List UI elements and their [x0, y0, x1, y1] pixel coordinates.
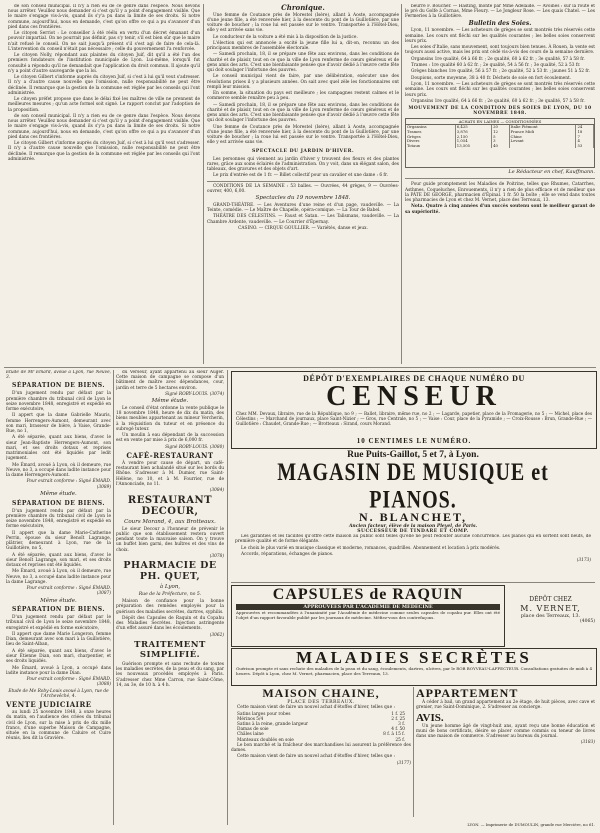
table-cell: 12: [492, 130, 509, 135]
paragraph: Le prix d'entrée est de 1 fr. — Billet collectif pour un cavalier et une dame : 6 fr.: [213, 173, 388, 179]
spectacles-title: Spectacles du 19 novembre 1848.: [255, 195, 351, 202]
signature: (3177): [396, 760, 411, 766]
notice-intro: Etude de Mr Émard, avoué à Lyon, rue Neuve, 3.: [6, 370, 111, 381]
paragraph: Grèges blanches 1re qualité, 56 à 57 fr. ; 2e qualité, 52 à 53 fr. ; jaunes 51 à 52 fr.: [411, 69, 590, 75]
paragraph: Les personnes qui viennent au jardin d'hiver y trouvent des fleurs et des plantes rares, grâce aux soins éclairés de l'administration. On y voit, dans un élégant salon, des tableaux, des gravures et des objets d'art.: [207, 156, 399, 173]
condition-table: [405, 118, 595, 168]
paragraph: Doupions, sorte moyenne, 38 à 40 fr. Déchets de soie en fort écoulement.: [411, 75, 572, 81]
paragraph: Le citoyen Gilbert s'informe auprès du citoyen Juif, si c'est à lui qu'il veut s'adresser. Il n'y a d'autre cause nouvelle que l'omission, nulle responsabilité ne peut être déclinée. Il remarque que la gestion de la commune est réglée par les conseils qui l'ont administrée.: [8, 75, 200, 96]
table-cell: 13,505: [455, 144, 491, 149]
paragraph: Trames : 1re qualité 60 à 62 fr. ; 2e qualité, 54 à 56 fr. ; 3e qualité, 52 à 53 fr.: [411, 63, 581, 69]
table-cell: 24: [576, 125, 594, 130]
paragraph: Un jeune homme âgé de vingt-huit ans, ayant reçu une bonne éducation et muni de bons certificats, désire se placer comme commis ou teneur de livres dans une maison de commerce. S'adresser au bureau du journal.: [416, 723, 595, 739]
table-cell: Chine: [509, 135, 576, 140]
ad-heading: RESTAURANT DECOUR,: [127, 495, 213, 518]
paragraph: A été séparée, quant aux biens, d'avec le sieur Benoît Lagrange, son mari, et ses droits dotaux et reprises ont été liquidés.: [6, 552, 111, 568]
column-rule: [227, 370, 228, 825]
maladies-title: MALADIES SECRÈTES: [296, 648, 532, 667]
maladies-ad: [231, 648, 597, 686]
notice-heading: SÉPARATION DE BIENS.: [11, 606, 106, 614]
signature: Pour extrait conforme : Signé ÉMARD. (3087): [26, 586, 111, 597]
paragraph: Le bon marché et la fraîcheur des marchandises lui assurent la préférence des dames.: [231, 742, 411, 754]
paragraph: beurre F. Boucher. — Hasting, monté par Mme Adélaïde. — Avoines : sur la route et le pré du Golfe à Cornas, Mme Fleury. — Le Jongleur Rose. — Les quais Chatel. — Les Fermeries à la Guillotière.: [405, 4, 595, 20]
chronique-title: Chronique.: [281, 4, 325, 12]
item-label: Châles laine: [237, 732, 264, 738]
paragraph: Le choix le plus varié en musique classique et moderne, romances, quadrilles. Abonnement et location à prix modérés.: [241, 545, 501, 551]
paragraph: Me Émard, avoué à Lyon, où il demeure, rue Neuve, no 3, a occupé dans ladite instance pour la dame Lagrange.: [6, 569, 111, 585]
redacteur-signature: Le Rédacteur en chef, Kauffmann.: [508, 169, 595, 176]
ad-subheading: Cours Morand, 4, aux Brotteaux.: [124, 519, 216, 526]
signature: (3084): [209, 488, 224, 494]
item-label: Damas de soie: [237, 727, 269, 733]
censeur-top-line: DÉPÔT D'EXEMPLAIRES DE CHAQUE NUMÉRO DU: [303, 374, 525, 383]
musique-title: MAGASIN DE MUSIQUE et PIANOS.: [277, 458, 549, 514]
item-price: 25 f.: [395, 737, 405, 743]
paragraph: Le conseil d'état ordonne la vente publique le 18 novembre 1848, heure de dix du matin, des biens meubles appartenant au mineur Vercherin, à la réquisition du tuteur et en présence du subrogé tuteur.: [116, 405, 224, 432]
table-cell: 5: [492, 135, 509, 140]
appartement-title: APPARTEMENT: [416, 687, 519, 700]
paragraph: Me Émard, avoué à Lyon, où il demeure, rue Neuve, no 3, a occupé dans ladite instance pour la dame Herrengers-Aumont.: [6, 462, 111, 479]
ad-heading: TRAITEMENT SIMPLIFIÉ.: [134, 640, 206, 660]
notice-heading: SÉPARATION DE BIENS.: [11, 382, 106, 390]
table-cell: 18: [576, 130, 594, 135]
paragraph: À vendre pour cause de départ, un café-restaurant bien achalandé situé sur les bords du Rhône. S'adresser à M. Dumier, rue Saint-Hélène, no 10, et à M. Fourrier, rue de l'Annonciade, no 11.: [116, 460, 224, 487]
musique-owner: N. BLANCHET,: [358, 510, 468, 524]
column-rule: [401, 4, 402, 364]
item-label: Satins larges pour robes: [237, 711, 291, 717]
table-cell: Trames: [406, 130, 455, 135]
paragraph: Le citoyen Gilbert s'informe auprès du citoyen Juif, si c'est à lui qu'il veut s'adresser. Il n'y a d'autre cause nouvelle que l'omission, nulle responsabilité ne peut être déclinée. Il remarque que la gestion de la commune est réglée par les conseils qui l'ont administrée.: [8, 141, 200, 162]
article-column-left: [8, 4, 200, 364]
depot-vernet: [506, 588, 595, 646]
paragraph: Lyon, 11 novembre. — Les acheteurs de grèges se sont montrés très réservés cette semaine. Les cours ont fléchi sur les qualités courantes ; les belles soies conservent leurs prix.: [405, 82, 595, 98]
item-price: 8 f. à 15 f.: [383, 732, 405, 738]
column-rule: [113, 370, 114, 825]
paragraph: D'un jugement rendu par défaut par la première chambre du tribunal civil de Lyon le seize novembre 1848, enregistré et expédié en forme exécutoire,: [6, 391, 111, 413]
paragraph: — Samedi prochain, 18, il se prépare une fête aux environs, dans les conditions de charité et de plaisir, tout en ce que la ville de Lyon renferme de cœurs généreux et de gens amis des arts. C'est une bienfaisante pensée que d'avoir dédié à l'œuvre cette fête qui doit soulager l'infortune des pauvres.: [207, 52, 399, 74]
paragraph: Cette maison vient de faire un nouvel achat d'étoffes d'hiver, telles que :: [237, 705, 395, 711]
table-cell: 2,150: [455, 135, 491, 140]
appartement-ad: [416, 687, 595, 819]
censeur-price: 10 CENTIMES LE NUMÉRO.: [356, 437, 472, 445]
signature: (3183): [580, 740, 595, 746]
item-price: 3 f.: [398, 722, 405, 727]
paragraph: En somme, la situation du pays est meilleure ; les campagnes restent calmes et le commerce semble renaître peu à peu.: [207, 91, 399, 102]
musique-address: Rue Puits-Gaillot, 5 et 7, à Lyon.: [347, 450, 479, 460]
signature: (3078): [209, 554, 224, 559]
paragraph: Pour guide promptement les Maladies de Poitrine, telles que Rhumes, Catarrhes, Asthmes, Coqueluches, Enrouements, il n'y a rien de plus efficace et de meilleur que la PÂTE DE GEORGÉ, pharmacien d'Épinal. 1 fr. 50 la boîte ; elle se vend dans toutes les pharmacies de Lyon et chez M. Vernet, place des Terreaux, 13.: [405, 182, 595, 204]
paragraph: du Verseur, ayant appartenu au sieur Auger. Cette maison de campagne se compose d'un bâtiment de maître avec dépendances, cour, jardin et terre de 5 hectares environ.: [116, 370, 224, 391]
table-cell: Levant: [509, 139, 576, 144]
table-cell: 40: [492, 144, 509, 149]
signature: (3062): [209, 632, 224, 638]
table-cell: 20: [492, 125, 509, 130]
item-label: Manteaux doublés en soie: [237, 737, 294, 743]
table-cell: Grèges: [406, 135, 455, 140]
ad-subheading: Rue de la Préfecture, no 5.: [138, 591, 202, 597]
censeur-ad: [231, 371, 597, 449]
paragraph: A été séparée, quant aux biens, d'avec le sieur Étienne Dian, son mari, charpentier, et ses droits liquidés.: [6, 648, 111, 665]
legal-notices-column-1: [6, 370, 111, 825]
paragraph: Le conseil municipal vient de faire, par une délibération, exécuter une des résolutions prises il y a plusieurs années. On sait avec quel zèle les fonctionnaires ont rempli leur mission.: [207, 74, 399, 90]
paragraph: Les garanties et les facilités qu'offre cette maison au public sont telles qu'elle ne peut redouter aucune concurrence. Les pianos qui en sortent sont neufs, de première qualité et de forme élégante.: [235, 534, 591, 545]
paragraph: Il appert que dame Marie Longeron, femme Dian, demeurant avec son mari à la Guillotière, lieu de Saint-Alban,: [6, 631, 111, 648]
maison-title: MAISON CHAINE,: [262, 687, 380, 700]
paragraph: GRAND-THÉÂTRE. — Les Aventures d'une reine et d'un page, vaudeville. — La Teinte, comédie. — Le Maître de Chapelle, opéra-comique. — La Tour de Babel.: [207, 202, 399, 213]
raquin-subtitle: APPROUVÉES PAR L'ACADÉMIE DE MÉDECINE: [236, 604, 500, 610]
paragraph: À céder à bail, un grand appartement au 2e étage, de huit pièces, avec cave et grenier, rue Saint-Dominique, 2. S'adresser au concierge.: [416, 700, 595, 711]
cours-text: CONDITIONS DE LA SEMAINE : 53 balles. — Ouvrées, 44 grèges, 9 — Ouvrées-ouvrer, 400, 6,00.: [207, 183, 399, 194]
table-row: [406, 144, 594, 149]
paragraph: Les soies d'Italie, sans mouvement, sont toujours bien tenues. À Rouen, la vente est toujours aussi active, mais les prix ont cédé vis-à-vis des cours de la semaine dernière.: [405, 45, 595, 56]
notice-subheading: Même étude.: [40, 491, 77, 497]
musique-sub: Ancien facteur, élève de la maison Pleyel, de Paris.: [348, 524, 478, 529]
censeur-title: CENSEUR: [326, 381, 502, 412]
musique-body: [231, 534, 595, 574]
paragraph: Organsins 1re qualité, 64 à 66 fr. ; 2e qualité, 60 à 62 fr. ; 3e qualité, 57 à 58 fr.: [411, 56, 585, 62]
paragraph: Le sieur Decour a l'honneur de prévenir le public que son établissement restera ouvert pendant toute la mauvaise saison. On y trouve un buffet bien garni, des huîtres et des vins de choix.: [116, 526, 224, 553]
paragraph: — Samedi prochain, 18, il se prépare une fête aux environs, dans les conditions de charité et de plaisir, tout en ce que la ville de Lyon renferme de cœurs généreux et de gens amis des arts. C'est une bienfaisante pensée que d'avoir dédié à l'œuvre cette fête qui doit soulager l'infortune des pauvres.: [207, 102, 399, 124]
paragraph: Il appert que la dame Marie-Catherine Perrin, épouse du sieur Benoît Lagrange, plâtrier, demeurant à Lyon, rue de la Guillotière, no 5,: [6, 530, 111, 552]
paragraph: Me Émard, avoué à Lyon, a occupé dans ladite instance pour la dame Dian.: [6, 665, 111, 676]
paragraph: Une femme de Coutance près de Morestel (Isère), allant à Aoste, accompagnée d'une jeune fille, a été renversée hier, à la descente du pont de la Guillotière, par une voiture de boucher ; la roue lui est passée sur le ventre. Transportée à l'Hôtel-Dieu, elle y est arrivée sans vie.: [207, 124, 399, 146]
paragraph: de son conseil municipal. Il n'y a rien eu de ce genre dans l'espèce. Nous devons nous arrêter. Veuillez nous demander si c'est qu'il y a point d'engagement visible. Que le maire s'engage vis-à-vis, quand ils s'y'a pu dans la limite de ses droits. Si notre commune, aujourd'hui, nous en demande, c'est qu'on offre ce qui a pu s'avancer d'un pied dans ces frontières.: [8, 4, 200, 30]
condition-table-body: [406, 125, 594, 148]
legal-notices-column-2: [116, 370, 224, 825]
paragraph: D'un jugement rendu par défaut par le tribunal civil de Lyon le seize novembre 1848, enregistré et expédié en forme exécutoire,: [6, 615, 111, 631]
notice-subheading: Même étude.: [40, 597, 77, 604]
signature: Signé ROBY-LOUIS. (3080): [165, 444, 224, 450]
paragraph: Nota. Quatre à cinq années d'un succès soutenu sont le meilleur garant de sa supériorité.: [405, 204, 595, 215]
depot-name: M. VERNET,: [520, 604, 581, 613]
table-caption: ACHATS EN LAINES — CONDITIONNÉES: [406, 119, 594, 125]
ad-subheading: à Lyon,: [159, 584, 181, 591]
table-cell: Organsins: [406, 125, 455, 130]
paragraph: Un moulin à eau dépendant de la succession est en vente par mise à prix de 6,000 fr.: [116, 433, 224, 444]
table-cell: Totaux: [406, 144, 455, 149]
table-title: MOUVEMENT DE LA CONDITION DES SOIES DE LYON, DU 10 NOVEMBRE 1848.: [408, 106, 592, 117]
paragraph: Le citoyen Serriot : Le conseiller à été réélu en vertu d'un décret émanant d'un pouvoir impartial. On ne pourrait pas définir, pas s'y tenir, s'il est bien sûr que le maire n'ait refusé le conseil. On ne sait jusqu'à présent s'il s'est agi de faire de cela-là. L'intervention du conseil n'était pas nécessaire ; celle du gouvernement l'a renforcée.: [8, 31, 200, 52]
item-price: 4 f. 50: [391, 727, 405, 733]
notice-heading: VENTE JUDICIAIRE: [6, 700, 92, 710]
section-rule: [4, 367, 596, 368]
table-cell: [509, 144, 576, 149]
paragraph: Le conducteur de la voiture a été mis à la disposition de la justice.: [213, 34, 358, 40]
table-cell: 1,054: [455, 139, 491, 144]
paragraph: THÉÂTRE DES CÉLESTINS. — Faust et Satan. — Les Talismans, vaudeville. — La Chambre Ardente, vaudeville. — Le Courrier d'Épernay.: [207, 214, 399, 225]
notice-subheading: Même étude.: [151, 398, 189, 405]
paragraph: Organsins 1re qualité, 64 à 66 fr. ; 2e qualité, 60 à 62 fr. ; 3e qualité, 57 à 58 fr.: [411, 99, 585, 105]
paragraph: Accords, réparations, échanges de pianos.: [241, 551, 334, 557]
paragraph: Le citoyen préfet propose que dans le délai fixé les maîtres de ville ne prennent de meilleures mesures ; qu'un acte formel soit signé. Le rapport conclut par l'adoption de la proposition.: [8, 97, 200, 113]
signature: Signé ROBY-LOUIS. (3074): [165, 392, 224, 397]
section-heading: SPECTACLE DU JARDIN D'HIVER.: [251, 148, 355, 154]
paragraph: au lundi 25 novembre 1848, à onze heures du matin, en l'audience des criées du tribunal civil de Lyon, sur la mise à prix de dix mille francs, d'une superbe Maison de Campagne, située en la commune de Caluire et Cuire réunis, lieu dit la Gravière.: [6, 710, 111, 742]
depot-address: place des Terreaux, 13.: [520, 613, 581, 619]
paragraph: A été séparée, quant aux biens, d'avec le sieur Jean-Baptiste Herrengers-Aumont, son mari, et ses droits dotaux et reprises matrimoniales ont été liquidés par ledit jugement.: [6, 435, 111, 462]
imprint-footer: LYON. — Imprimerie de DUMOULIN, grande rue Mercière, no 61.: [467, 822, 595, 827]
column-rule: [203, 4, 204, 364]
paragraph: de son conseil municipal. Il n'y a rien eu de ce genre dans l'espèce. Nous devons nous arrêter. Veuillez nous demander si c'est qu'il y a point d'engagement visible. Que le maire s'engage vis-à-vis, quand ils s'y'a pu dans la limite de ses droits. Si notre commune, aujourd'hui, nous en demande, c'est qu'on offre ce qui a pu s'avancer d'un pied dans ces frontières.: [8, 114, 200, 140]
avis-title: AVIS.: [416, 711, 444, 724]
paragraph: Cette maison vient de faire un nouvel achat d'étoffes d'hiver, telles que :: [237, 754, 395, 760]
item-price: 1 f. 25: [391, 711, 405, 717]
chronique-column: [207, 4, 399, 364]
ad-heading: PHARMACIE DE PH. QUET,: [123, 560, 217, 582]
item-price: 2 f. 25: [391, 716, 405, 722]
paragraph: Guérison prompte et sans rechute de toutes les maladies secrètes, de la peau et du sang, par les nouveaux procédés employés à Paris. S'adresser chez Mme Carron, rue Saint-Côme, 14, au 3e, de 10 h. à 4 h.: [116, 662, 224, 688]
bulletin-title: Bulletin des Soies.: [468, 19, 532, 27]
musique-sub2: SUCCESSEUR DE TINDARE ET COMP.: [357, 529, 469, 534]
censeur-body: Chez MM. Devaux, libraire, rue de la République, no 9 ; — Ballet, libraire, même rue, no 2 ; — Lagarde, papetier, place de la Fromagerie, no 5 ; — Michel, place des Célestins ; — Marchand de journaux, place Saint-Nizier ; — Gros, rue Centrale, no 5 ; — Vaise : Cour, place de la Pyramide ; — Croix-Rousse : Brun, Grande-Rue ; — Guillotière : Chaudet, Grande-Rue ; — Brotteaux : Sirand, cours Morand.: [236, 411, 592, 426]
signature: (4065): [580, 619, 595, 625]
bulletin-column: [405, 4, 595, 364]
item-label: Satins à la reine, grande largeur: [237, 722, 309, 727]
maladies-body: Guérison prompte et sans rechute des maladies de la peau et du sang, écoulements, dartres, ulcères, par le ROB BOYVEAU-LAFFECTEUR. Consultations gratuites de midi à 4 heures. Dépôt à Lyon, chez M. Vernet, pharmacien, place des Terreaux, 13.: [236, 667, 592, 676]
depot-title: DÉPÔT CHEZ: [529, 596, 572, 603]
notice-intro: Etude de Me Roby-Louis avoué à Lyon, rue de l'Archevêché, 4.: [8, 688, 109, 699]
raquin-title: CAPSULES de RAQUIN: [272, 586, 464, 603]
table-cell: 3,876: [455, 130, 491, 135]
paragraph: Dépôt des Capsules de Raquin et du Copahu des Maladies Secrètes. Injection astringente d'un effet assuré dans les écoulements.: [116, 616, 224, 632]
table-cell: 4: [576, 139, 594, 144]
paragraph: Le citoyen Nolly, répondant aux plaintes du citoyen Juif, dit qu'il a été l'un des premiers fondateurs de l'institution municipale de Lyon. Lui-même, lorsqu'il fut consulté a répondu qu'il ne demandait que l'application du droit commun. Il ajoute qu'il n'y a point d'autre sauvegarde que la loi.: [8, 53, 200, 74]
musique-ad: [231, 450, 595, 583]
notice-heading: SÉPARATION DE BIENS.: [11, 499, 106, 507]
signature: Pour extrait conforme : Signé ÉMARD. (3089): [26, 479, 111, 490]
paragraph: L'élection qui est annoncée a excité la jeune fille lui a, dit-on, reconnu un des principaux membres de l'assemblée électorale.: [207, 40, 399, 52]
signature: Pour extrait conforme : Signé ÉMARD. (3088): [26, 677, 111, 688]
table-cell: 53: [576, 144, 594, 149]
paragraph: Lyon, 11 novembre. — Les acheteurs de grèges se sont montrés très réservés cette semaine. Les cours ont fléchi sur les qualités courantes ; les belles soies conservent leurs prix.: [405, 28, 595, 44]
paragraph: D'un jugement rendu par défaut par la première chambre du tribunal civil de Lyon le seize novembre 1848, enregistré et expédié en forme exécutoire,: [6, 508, 111, 530]
maison-chaine-ad: [231, 687, 411, 819]
paragraph: Une femme de Coutance près de Morestel (Isère), allant à Aoste, accompagnée d'une jeune fille, a été renversée hier, à la descente du pont de la Guillotière, par une voiture de boucher ; la roue lui est passée sur le ventre. Transportée à l'Hôtel-Dieu, elle y est arrivée sans vie.: [207, 12, 399, 34]
table-cell: France Midi: [509, 130, 576, 135]
column-rule: [413, 687, 414, 817]
item-label: Mérinos 5/4: [237, 716, 264, 722]
signature: (3173): [576, 558, 591, 564]
table-cell: 7: [576, 135, 594, 140]
paragraph: Maison de confiance pour la bonne préparation des remèdes employés pour la guérison des maladies secrètes, dartres, syphilis.: [116, 599, 224, 615]
table-cell: Divers: [406, 139, 455, 144]
table-cell: Italie Piémont: [509, 125, 576, 130]
paragraph: Il appert que la dame Gabrielle Mauris, femme Herrengers-Aumont, demeurant avec son mari, brasseur de bière, à Vaise, Grande-Rue, no 1,: [6, 413, 111, 435]
ad-heading: CAFÉ-RESTAURANT: [126, 450, 214, 460]
maison-price-list: [231, 712, 411, 743]
paragraph: CASINO. — CIRQUE GOULLIER. — Variétés, danse et jeux.: [238, 225, 368, 231]
maison-sub: PLACE DES TERREAUX.: [287, 700, 355, 705]
table-cell: 3: [492, 139, 509, 144]
table-cell: 6,425: [455, 125, 491, 130]
raquin-body: Approuvées et recommandées à l'unanimité par l'Académie de médecine comme seules capsules de copahu pur. Elles ont été l'objet d'un rapport favorable publié par les journaux de médecine. Méfiez-vous des contrefaçons.: [236, 610, 500, 620]
raquin-ad: [231, 585, 505, 647]
